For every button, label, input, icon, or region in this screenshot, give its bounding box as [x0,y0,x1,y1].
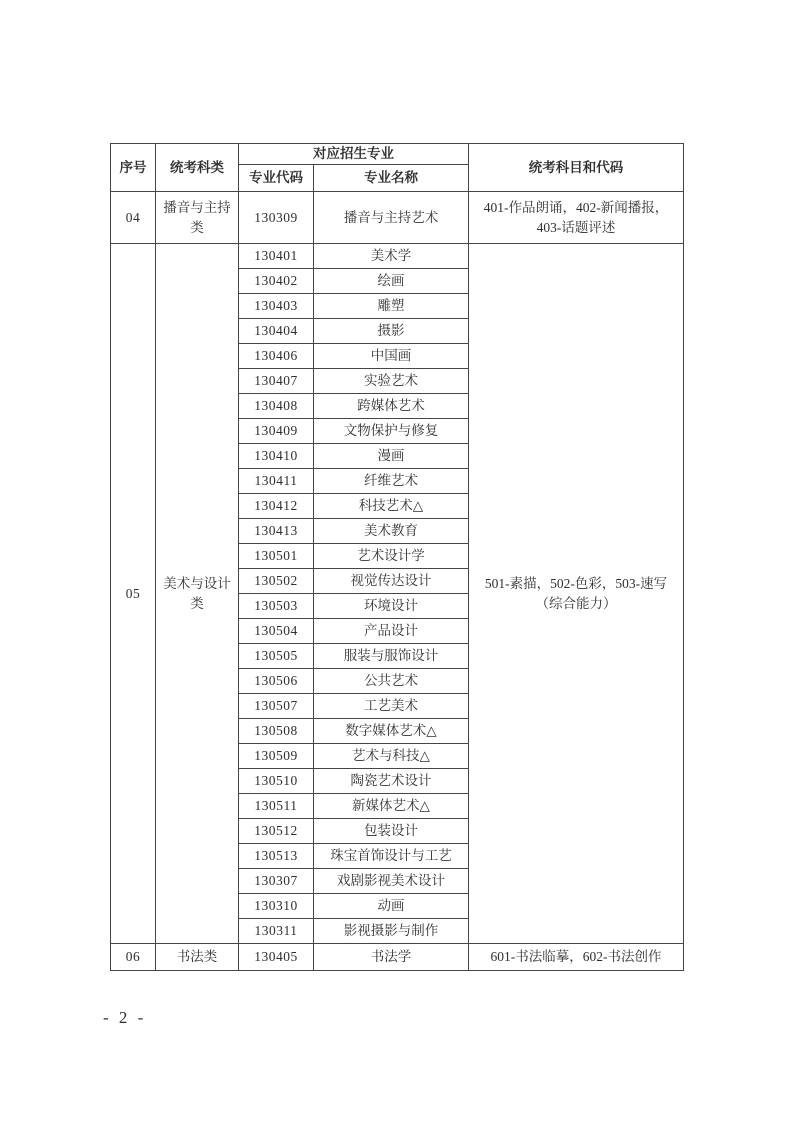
major-name-cell: 科技艺术△ [314,494,469,519]
major-code-cell: 130509 [239,744,314,769]
table-row [111,192,684,244]
major-code-cell: 130508 [239,719,314,744]
major-name-cell: 产品设计 [314,619,469,644]
major-code-cell: 130502 [239,569,314,594]
major-name-cell: 珠宝首饰设计与工艺 [314,844,469,869]
major-name-cell: 数字媒体艺术△ [314,719,469,744]
major-code-cell: 130406 [239,344,314,369]
major-name-cell: 漫画 [314,444,469,469]
major-name-cell: 艺术与科技△ [314,744,469,769]
major-code-cell: 130411 [239,469,314,494]
major-name-cell: 视觉传达设计 [314,569,469,594]
header-major-name: 专业名称 [314,165,469,192]
major-code-cell: 130402 [239,269,314,294]
major-name-cell: 影视摄影与制作 [314,919,469,944]
major-name-cell: 服装与服饰设计 [314,644,469,669]
major-code-cell: 130408 [239,394,314,419]
header-serial: 序号 [111,144,156,192]
serial-cell: 04 [111,192,156,244]
major-name-cell: 实验艺术 [314,369,469,394]
major-name-cell: 纤维艺术 [314,469,469,494]
header-category: 统考科类 [156,144,239,192]
major-name-cell: 书法学 [314,944,469,971]
major-code-cell: 130407 [239,369,314,394]
major-code-cell: 130307 [239,869,314,894]
major-code-cell: 130501 [239,544,314,569]
major-name-cell: 绘画 [314,269,469,294]
major-name-cell: 跨媒体艺术 [314,394,469,419]
table-header-row-top [111,144,684,165]
major-code-cell: 130412 [239,494,314,519]
major-name-cell: 戏剧影视美术设计 [314,869,469,894]
header-majors-group: 对应招生专业 [239,144,469,165]
major-code-cell: 130511 [239,794,314,819]
major-code-cell: 130310 [239,894,314,919]
major-name-cell: 公共艺术 [314,669,469,694]
major-code-cell: 130409 [239,419,314,444]
header-subjects: 统考科目和代码 [469,144,684,192]
major-name-cell: 摄影 [314,319,469,344]
major-name-cell: 动画 [314,894,469,919]
major-name-cell: 雕塑 [314,294,469,319]
serial-cell: 06 [111,944,156,971]
major-name-cell: 包装设计 [314,819,469,844]
major-name-cell: 美术学 [314,244,469,269]
major-name-cell: 美术教育 [314,519,469,544]
exam-majors-table [110,143,684,971]
table-row [111,244,684,269]
major-code-cell: 130401 [239,244,314,269]
major-name-cell: 艺术设计学 [314,544,469,569]
major-code-cell: 130510 [239,769,314,794]
major-name-cell: 陶瓷艺术设计 [314,769,469,794]
category-cell: 美术与设计类 [156,244,239,944]
major-code-cell: 130403 [239,294,314,319]
major-code-cell: 130410 [239,444,314,469]
subjects-cell: 501-素描，502-色彩，503-速写（综合能力） [469,244,684,944]
major-code-cell: 130311 [239,919,314,944]
header-major-code: 专业代码 [239,165,314,192]
serial-cell: 05 [111,244,156,944]
table-row [111,944,684,971]
page-number: - 2 - [103,1008,147,1027]
major-name-cell: 环境设计 [314,594,469,619]
major-name-cell: 中国画 [314,344,469,369]
category-cell: 书法类 [156,944,239,971]
subjects-cell: 601-书法临摹，602-书法创作 [469,944,684,971]
major-code-cell: 130505 [239,644,314,669]
major-code-cell: 130507 [239,694,314,719]
major-code-cell: 130513 [239,844,314,869]
major-name-cell: 文物保护与修复 [314,419,469,444]
major-code-cell: 130504 [239,619,314,644]
major-code-cell: 130309 [239,192,314,244]
major-code-cell: 130413 [239,519,314,544]
major-code-cell: 130503 [239,594,314,619]
major-code-cell: 130405 [239,944,314,971]
major-name-cell: 工艺美术 [314,694,469,719]
major-code-cell: 130512 [239,819,314,844]
major-name-cell: 播音与主持艺术 [314,192,469,244]
major-name-cell: 新媒体艺术△ [314,794,469,819]
major-code-cell: 130404 [239,319,314,344]
subjects-cell: 401-作品朗诵，402-新闻播报，403-话题评述 [469,192,684,244]
major-code-cell: 130506 [239,669,314,694]
category-cell: 播音与主持类 [156,192,239,244]
